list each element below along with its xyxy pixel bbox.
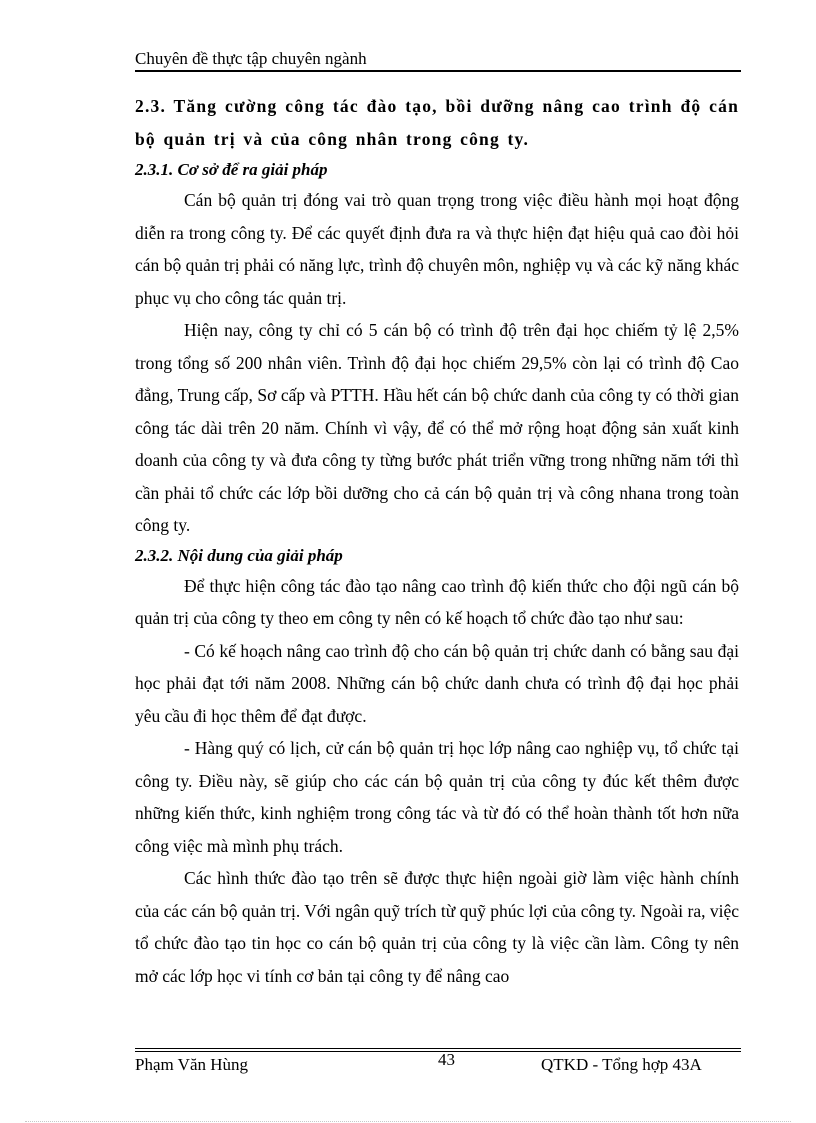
- page-edge: [25, 1121, 791, 1122]
- list-item: - Có kế hoạch nâng cao trình độ cho cán bộ quản trị chức danh có bằng sau đại học phải đạt tới năm 2008. Những cán bộ chức danh chưa có trình độ đại học phải yêu cầu đi học thêm để đạt được.: [135, 640, 739, 726]
- paragraph: Hiện nay, công ty chỉ có 5 cán bộ có trình độ trên đại học chiếm tỷ lệ 2,5% trong tổng số 200 nhân viên. Trình độ đại học chiếm 29,5% còn lại có trình độ Cao đẳng, Trung cấp, Sơ cấp và PTTH. Hầu hết cán bộ chức danh của công ty có thời gian công tác dài trên 20 năm. Chính vì vậy, để có thể mở rộng hoạt động sản xuất kinh doanh của công ty và đưa công ty từng bước phát triển vững trong những năm tới thì cần phải tổ chức các lớp bồi dưỡng cho cả cán bộ quản trị và công nhana trong toàn công ty.: [135, 320, 739, 535]
- paragraph: Để thực hiện công tác đào tạo nâng cao trình độ kiến thức cho đội ngũ cán bộ quản trị của công ty theo em công ty nên có kế hoạch tổ chức đào tạo như sau:: [135, 575, 739, 628]
- paragraph: Các hình thức đào tạo trên sẽ được thực hiện ngoài giờ làm việc hành chính của các cán bộ quản trị. Với ngân quỹ trích từ quỹ phúc lợi của công ty. Ngoài ra, việc tổ chức đào tạo tin học co cán bộ quản trị của công ty là việc cần làm. Công ty nên mở các lớp học vi tính cơ bản tại công ty để nâng cao: [135, 868, 739, 986]
- header-rule: [135, 70, 741, 72]
- list-item: - Hàng quý có lịch, cử cán bộ quản trị học lớp nâng cao nghiệp vụ, tổ chức tại công ty. Điều này, sẽ giúp cho các cán bộ quản trị của công ty đúc kết thêm được những kiến thức, kinh nghiệm trong công tác và từ đó có thể hoàn thành tốt hơn nữa công việc mà mình phụ trách.: [135, 738, 739, 856]
- document-body: [135, 90, 739, 992]
- section-heading: 2.3. Tăng cường công tác đào tạo, bồi dưỡng nâng cao trình độ cán bộ quản trị và của công nhân trong công ty.: [135, 96, 739, 149]
- subsection-heading-1: 2.3.1. Cơ sở để ra giải pháp: [135, 160, 328, 179]
- running-header: Chuyên đề thực tập chuyên ngành: [135, 49, 367, 68]
- footer-author: Phạm Văn Hùng: [135, 1055, 249, 1074]
- footer-rule: [135, 1048, 741, 1049]
- subsection-heading-2: 2.3.2. Nội dung của giải pháp: [135, 545, 343, 565]
- paragraph: Cán bộ quản trị đóng vai trò quan trọng trong việc điều hành mọi hoạt động diễn ra trong công ty. Để các quyết định đưa ra và thực hiện đạt hiệu quả cao đòi hỏi cán bộ quản trị phải có năng lực, trình độ chuyên môn, nghiệp vụ và các kỹ năng khác phục vụ cho công tác quản trị.: [135, 190, 739, 308]
- page-number: 43: [438, 1050, 455, 1069]
- footer-class: QTKD - Tổng hợp 43A: [541, 1055, 702, 1074]
